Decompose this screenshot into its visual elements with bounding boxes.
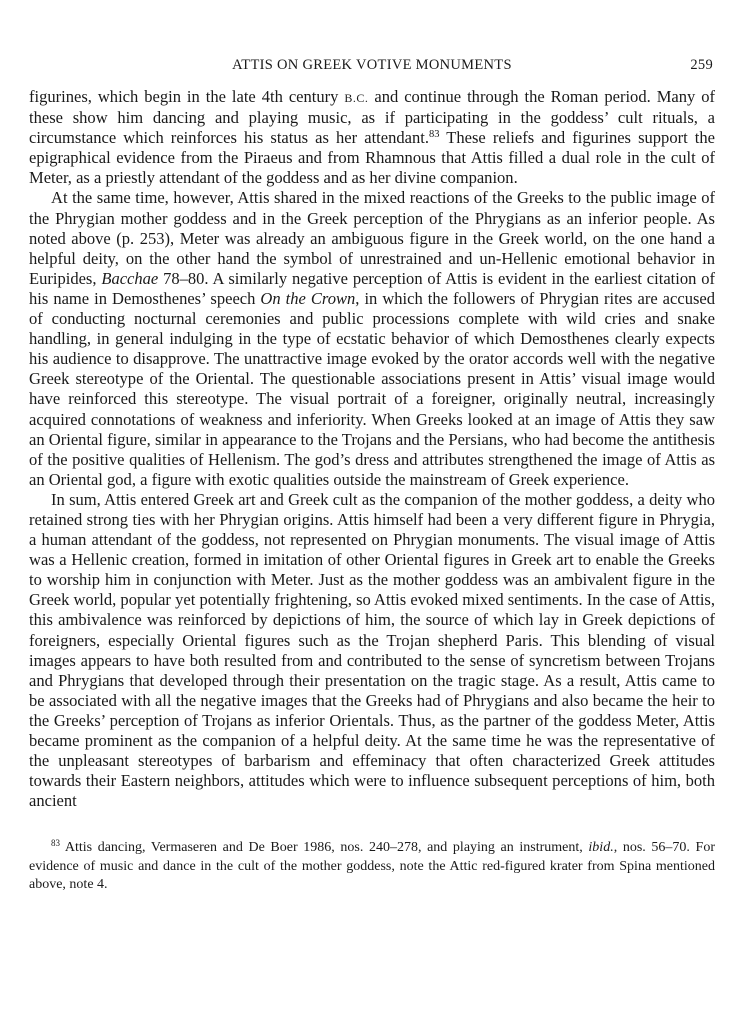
footnotes (29, 839, 715, 895)
paragraph-3 (29, 490, 715, 812)
italic-title: Bacchae (101, 268, 159, 288)
footnote-83 (29, 839, 715, 895)
paragraph-1 (29, 87, 715, 188)
footnote-ref: 83 (51, 838, 60, 849)
text-run: In sum, Attis entered Greek art and Greek cult as the companion of the mother goddess, a deity who retained strong ties with her Phrygian origins. Attis himself had been a very different figure in Phrygia, a human attendant of the goddess, not represented on Phrygian monuments. The visual image of Attis was a Hellenic creation, formed in imitation of other Oriental figures in Greek art to enable the Greeks to worship him in conjunction with Meter. Just as the mother goddess was an ambivalent figure in the Greek world, popular yet potentially frightening, so Attis evoked mixed sentiments. In the case of Attis, this ambivalence was reinforced by depictions of him, the source of which lay in Greek depictions of foreigners, especially Oriental figures such as the Trojan shepherd Paris. This blending of visual images appears to have both resulted from and contributed to the sense of syncretism between Trojans and Phrygians that developed through their presentation on the tragic stage. As a result, Attis came to be associated with all the negative images that the Greeks had of Phrygians and also became the heir to the Greeks’ perception of Trojans as inferior Orientals. Thus, as the partner of the goddess Meter, Attis became prominent as the companion of a helpful deity. At the same time he was the representative of the unpleasant stereotypes of barbarism and effeminacy that often characterized Greek attitudes towards their Eastern neighbors, attitudes which were to influence subsequent perceptions of him, both ancient (29, 489, 715, 811)
paragraph-2 (29, 188, 715, 489)
italic-title: ibid. (588, 840, 614, 856)
italic-title: On the Crown (260, 288, 356, 308)
text-run: Attis dancing, Vermaseren and De Boer 1986, nos. 240–278, and playing an instrument, (60, 840, 589, 856)
running-title: ATTIS ON GREEK VOTIVE MONUMENTS (232, 57, 512, 73)
page-number: 259 (690, 57, 713, 73)
text-run: , nos. 56–70. For evidence of music and dance in the cult of the mother goddess, note the Attic red-figured krater from Spina mentioned above, note 4. (29, 840, 715, 893)
text-run: At the same time, however, Attis shared in the mixed reactions of the Greeks to the public image of the Phrygian mother goddess and in the Greek perception of the Phrygians as an inferior people. As noted above (p. 253), Meter was already an ambiguous figure in the Greek world, on the one hand a helpful deity, on the other hand the symbol of unrestrained and un-Hellenic emotional behavior in Euripides, (29, 188, 715, 288)
text-run: and continue through the Roman period. Many of these show him dancing and playing music, as if participating in the goddess’ cult rituals, a circumstance which reinforces his status as her attendant. (29, 87, 715, 148)
footnote-ref: 83 (428, 129, 440, 141)
text-run: , in which the followers of Phrygian rites are accused of conducting nocturnal ceremonies and public processions complete with wild cries and snake handling, in general indulging in the type of ecstatic behavior of which Demosthenes clearly expects his audience to disapprove. The unattractive image evoked by the orator accords well with the negative Greek stereotype of the Oriental. The questionable associations present in Attis’ visual image would have reinforced this stereotype. The visual portrait of a foreigner, originally neutral, increasingly acquired connotations of weakness and inferiority. When Greeks looked at an image of Attis they saw an Oriental figure, similar in appearance to the Trojans and the Persians, who had become the antithesis of the positive qualities of Hellenism. The god’s dress and attributes strengthened the image of Attis as an Oriental god, a figure with exotic qualities outside the mainstream of Greek experience. (29, 288, 716, 489)
text-run: These reliefs and figurines support the epigraphical evidence from the Piraeus and from Rhamnous that Attis filled a dual role in the cult of Meter, as a priestly attendant of the goddess and as her divine companion. (29, 128, 715, 188)
text-run: 78–80. A similarly negative perception of Attis is evident in the earliest citation of his name in Demosthenes’ speech (29, 268, 716, 308)
page (29, 55, 715, 895)
text-run: figurines, which begin in the late 4th century (29, 87, 345, 106)
small-caps-text: B.C. (344, 91, 369, 105)
body-text (29, 87, 715, 811)
running-header (29, 55, 715, 79)
